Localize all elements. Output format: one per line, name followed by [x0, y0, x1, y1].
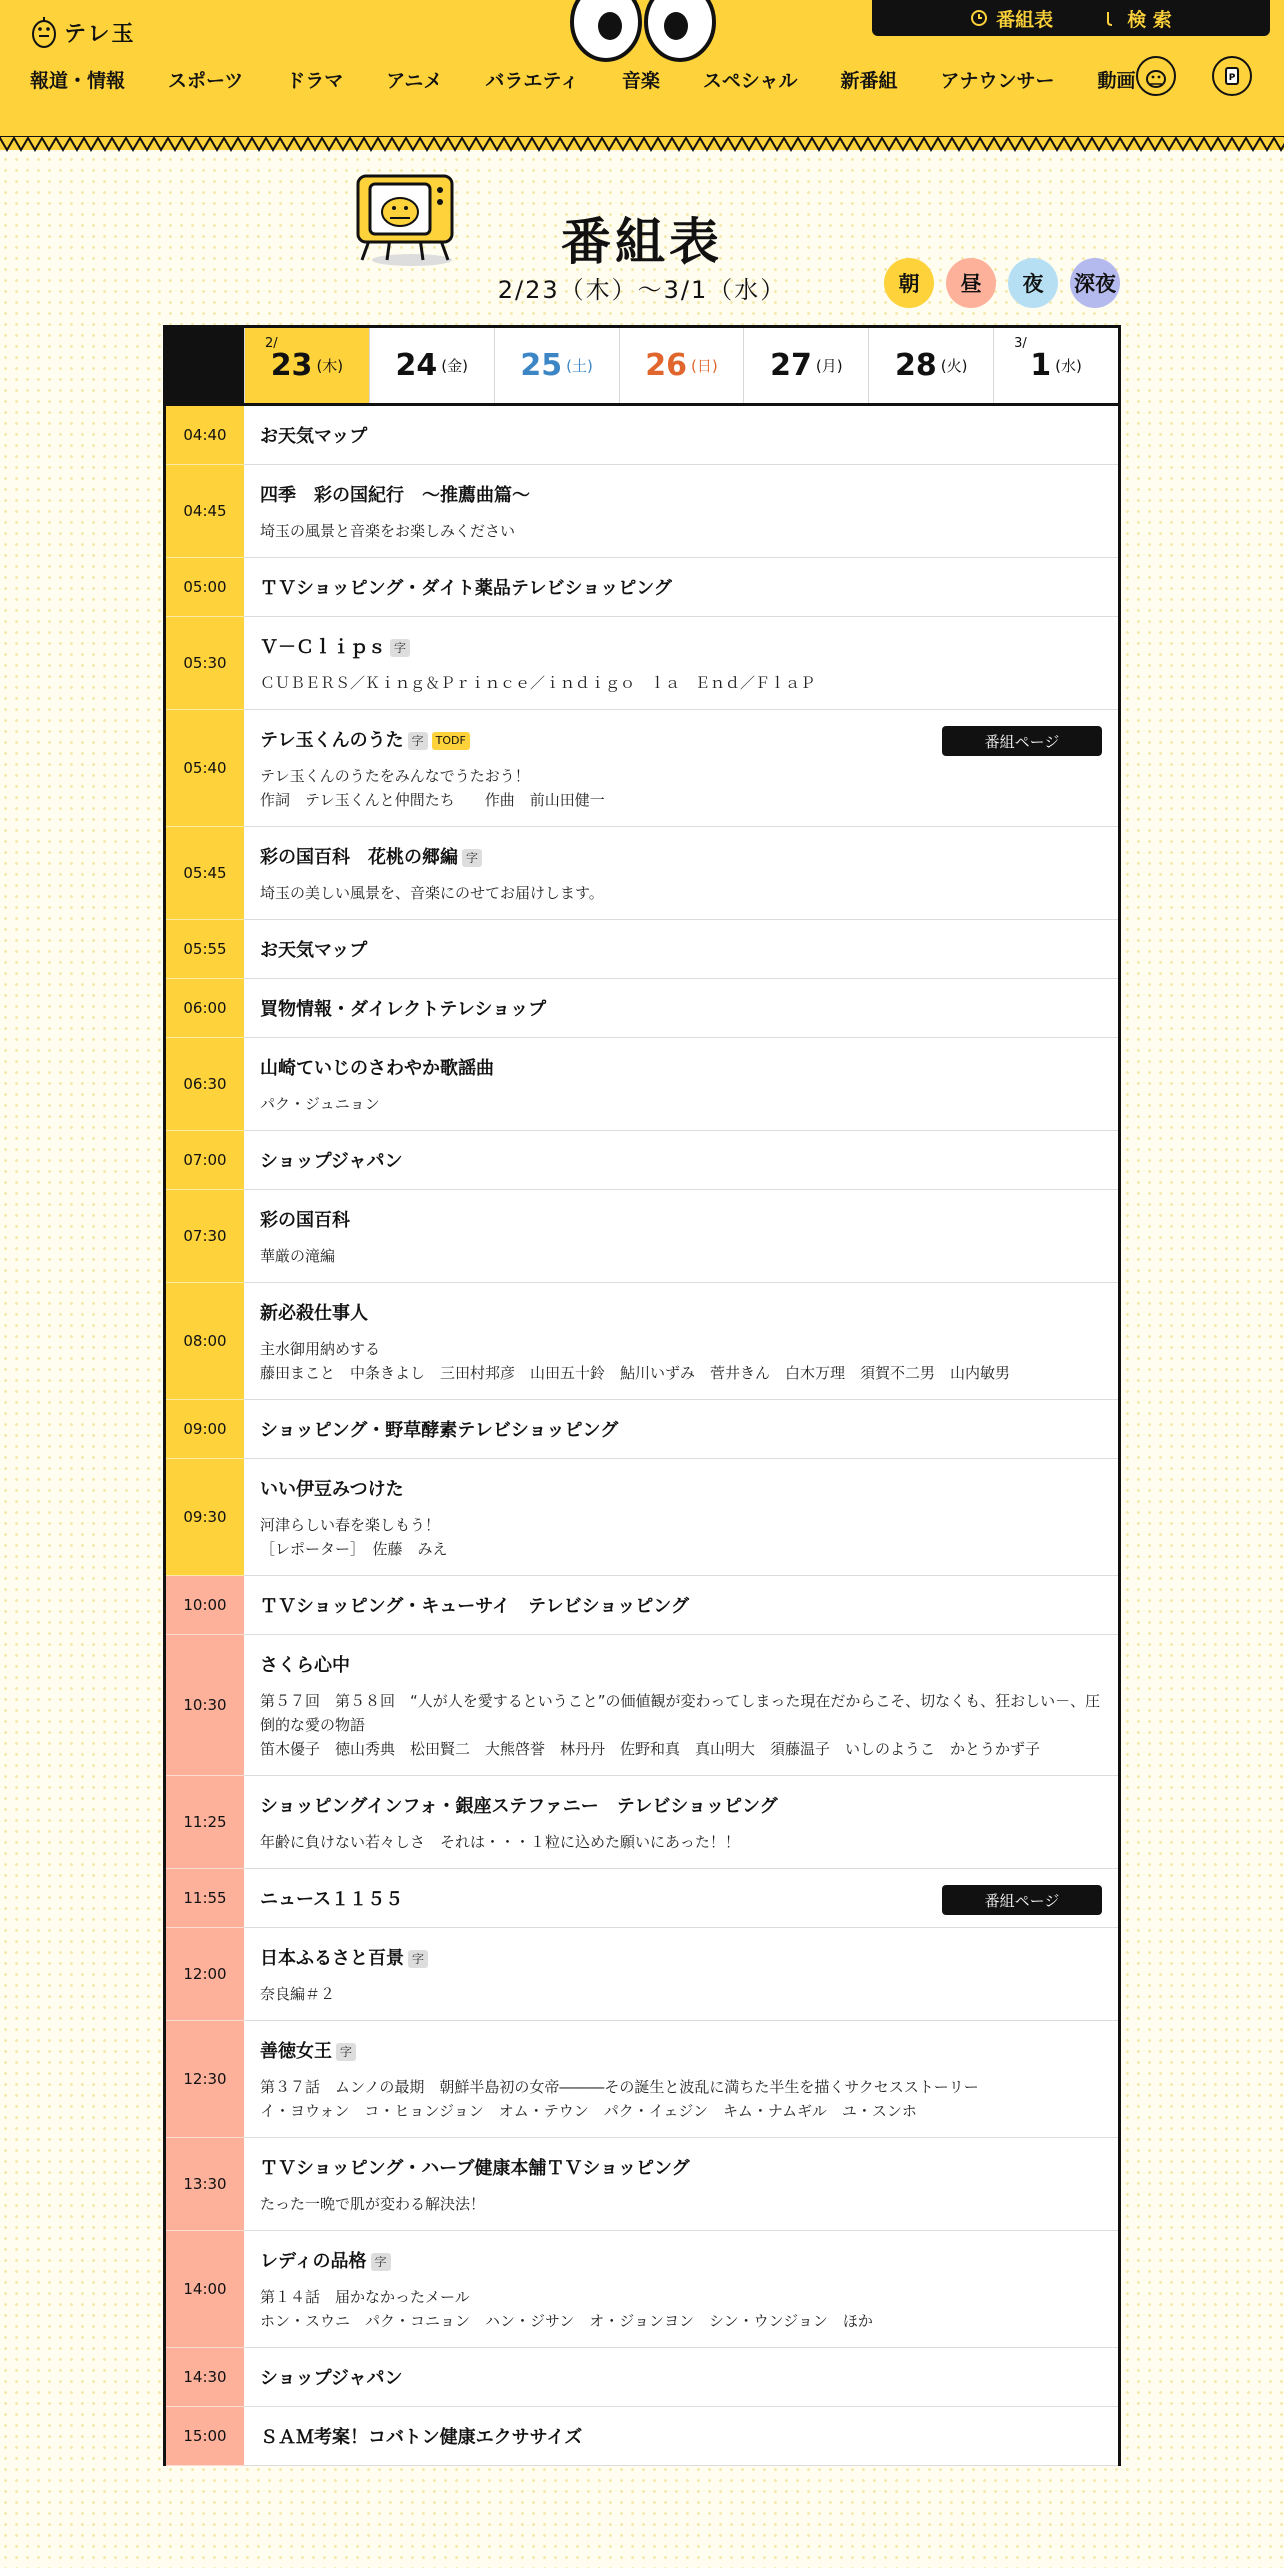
day-tab-27[interactable]	[743, 328, 868, 403]
teletama-point-link[interactable]	[1212, 56, 1252, 96]
program-row[interactable]	[166, 1190, 1118, 1283]
nav-anime[interactable]: アニメ	[386, 70, 443, 92]
program-description	[260, 1337, 1102, 1385]
program-title[interactable]: 日本ふるさと百景	[260, 1948, 404, 1969]
logo-text: テレ玉	[64, 21, 136, 47]
filter-morning-button[interactable]: 朝	[884, 258, 934, 308]
subtitle-badge: 字	[390, 639, 410, 657]
day-weekday: (木)	[316, 357, 344, 375]
nav-news[interactable]: 報道・情報	[30, 70, 126, 92]
program-title-line	[260, 1594, 1102, 1620]
program-page-button[interactable]: 番組ページ	[942, 726, 1102, 756]
mascot-face-icon	[1138, 58, 1174, 94]
program-info	[244, 465, 1118, 557]
program-row[interactable]	[166, 1038, 1118, 1131]
subtitle-badge: 字	[408, 1950, 428, 1968]
program-description	[260, 1982, 1102, 2006]
program-info	[244, 617, 1118, 709]
program-title[interactable]: お天気マップ	[260, 940, 368, 961]
site-header	[0, 0, 1284, 150]
program-row[interactable]	[166, 1459, 1118, 1576]
program-description	[260, 2285, 1102, 2333]
program-time: 05:00	[166, 558, 244, 617]
day-number: 23	[270, 348, 313, 383]
program-title[interactable]: 四季 彩の国紀行 ～推薦曲篇～	[260, 485, 530, 506]
subtitle-badge: 字	[408, 732, 428, 750]
program-title-line	[260, 1301, 1102, 1327]
title-area	[0, 150, 1284, 325]
program-row[interactable]	[166, 1928, 1118, 2021]
program-description	[260, 1092, 1102, 1116]
program-info	[244, 1869, 1118, 1927]
program-time: 12:30	[166, 2021, 244, 2138]
main-nav	[30, 66, 1179, 93]
day-number: 26	[645, 348, 688, 383]
program-time: 10:30	[166, 1635, 244, 1776]
program-row[interactable]	[166, 1635, 1118, 1776]
program-description-line: 第１４話 届かなかったメール	[260, 2288, 470, 2306]
program-time: 13:30	[166, 2138, 244, 2231]
point-card-icon	[1214, 58, 1250, 94]
program-title[interactable]: テレ玉くんのうた	[260, 730, 404, 751]
program-description-line: たった一晩で肌が変わる解決法！	[260, 2195, 486, 2213]
program-row[interactable]	[166, 1131, 1118, 1190]
program-title[interactable]: 善徳女王	[260, 2041, 332, 2062]
program-title-line	[260, 1477, 1102, 1503]
day-weekday: (金)	[441, 357, 469, 375]
program-title[interactable]: ショップジャパン	[260, 1151, 403, 1172]
program-description	[260, 1830, 1102, 1854]
program-description	[260, 2192, 1102, 2216]
program-title-line	[260, 938, 1102, 964]
program-info	[244, 1400, 1118, 1458]
program-title[interactable]: 彩の国百科	[260, 1210, 350, 1231]
filter-night-button[interactable]: 夜	[1008, 258, 1058, 308]
program-info	[244, 1635, 1118, 1775]
program-info	[244, 1459, 1118, 1575]
program-description-line: パク・ジュニョン	[260, 1095, 380, 1113]
program-description-line: 奈良編＃２	[260, 1985, 336, 2003]
program-description-line: 埼玉の美しい風景を、音楽にのせてお届けします。	[260, 884, 604, 902]
program-row[interactable]	[166, 558, 1118, 617]
day-tab-1[interactable]	[993, 328, 1118, 403]
top-utility-bar	[872, 0, 1270, 36]
nav-special[interactable]: スペシャル	[702, 70, 798, 92]
program-title[interactable]: ＴＶショッピング・キューサイ テレビショッピング	[260, 1596, 689, 1617]
program-description	[260, 764, 1102, 812]
program-title-line	[260, 483, 1102, 509]
program-info	[244, 1190, 1118, 1282]
program-title-line	[260, 424, 1102, 450]
program-time: 09:00	[166, 1400, 244, 1459]
program-time: 04:45	[166, 465, 244, 558]
program-description	[260, 2075, 1102, 2123]
program-time: 15:00	[166, 2407, 244, 2466]
program-info	[244, 1928, 1118, 2020]
program-time: 05:40	[166, 710, 244, 827]
program-description-line: 笛木優子 徳山秀典 松田賢二 大熊啓誉 林丹丹 佐野和真 真山明大 須藤温子 いしのようこ かとうかず子	[260, 1740, 1041, 1758]
day-number: 28	[894, 348, 937, 383]
program-time: 05:45	[166, 827, 244, 920]
program-info	[244, 920, 1118, 978]
program-row[interactable]	[166, 1776, 1118, 1869]
svg-text:P: P	[1228, 73, 1236, 83]
program-title[interactable]: 買物情報・ダイレクトテレショップ	[260, 999, 547, 1020]
program-title-line	[260, 2039, 1102, 2065]
program-description-line: 年齢に負けない若々しさ それは・・・１粒に込めた願いにあった！！	[260, 1833, 740, 1851]
program-info	[244, 1038, 1118, 1130]
program-title[interactable]: ショッピングインフォ・銀座ステファニー テレビショッピング	[260, 1796, 778, 1817]
program-time: 07:00	[166, 1131, 244, 1190]
day-weekday: (日)	[691, 357, 718, 375]
program-description-line: ＣＵＢＥＲＳ／Ｋｉｎｇ＆Ｐｒｉｎｃｅ／ｉｎｄｉｇｏ ｌａ Ｅｎｄ／ＦｌａＰ	[260, 674, 816, 692]
program-time: 06:00	[166, 979, 244, 1038]
program-row[interactable]	[166, 920, 1118, 979]
day-tabs-corner	[166, 328, 244, 403]
nav-icon-links	[1136, 56, 1252, 96]
program-title[interactable]: さくら心中	[260, 1655, 350, 1676]
program-info	[244, 827, 1118, 919]
program-row[interactable]	[166, 1283, 1118, 1400]
program-info	[244, 1131, 1118, 1189]
program-time: 14:00	[166, 2231, 244, 2348]
program-title[interactable]: 新必殺仕事人	[260, 1303, 368, 1324]
program-title-line	[260, 1056, 1102, 1082]
mascot-eyes-icon	[568, 0, 718, 62]
nav-drama[interactable]: ドラマ	[286, 70, 344, 92]
program-description	[260, 519, 1102, 543]
program-row[interactable]	[166, 979, 1118, 1038]
program-row[interactable]	[166, 2407, 1118, 2466]
program-time: 14:30	[166, 2348, 244, 2407]
nav-music[interactable]: 音楽	[621, 70, 660, 92]
program-row[interactable]	[166, 465, 1118, 558]
program-row[interactable]	[166, 1576, 1118, 1635]
program-time: 11:55	[166, 1869, 244, 1928]
program-title[interactable]: ニュース１１５５	[260, 1889, 404, 1910]
program-description	[260, 881, 1102, 905]
program-title-line	[260, 1208, 1102, 1234]
program-info	[244, 1776, 1118, 1868]
program-description-line: ［レポーター］ 佐藤 みえ	[260, 1540, 448, 1558]
program-info	[244, 406, 1118, 464]
day-tabs	[166, 328, 1118, 406]
day-number: 27	[770, 348, 812, 383]
program-info	[244, 2231, 1118, 2347]
nav-announcers[interactable]: アナウンサー	[940, 70, 1055, 92]
filter-late-night-button[interactable]: 深夜	[1070, 258, 1120, 308]
program-page-button[interactable]: 番組ページ	[942, 1885, 1102, 1915]
schedule-table	[163, 325, 1121, 2466]
teletama-kun-icon	[30, 14, 58, 50]
day-weekday: (月)	[815, 357, 843, 375]
program-row[interactable]	[166, 2348, 1118, 2407]
program-info	[244, 2021, 1118, 2137]
schedule-link[interactable]	[970, 5, 1053, 32]
program-title-line	[260, 1418, 1102, 1444]
nav-new-programs[interactable]: 新番組	[840, 70, 898, 92]
program-title[interactable]: ＳＡＭ考案！コバトン健康エクササイズ	[260, 2427, 583, 2448]
program-title-line	[260, 2425, 1102, 2451]
program-time: 07:30	[166, 1190, 244, 1283]
program-info	[244, 979, 1118, 1037]
time-of-day-filters	[884, 258, 1120, 308]
program-title[interactable]: ＴＶショッピング・ダイト薬品テレビショッピング	[260, 578, 672, 599]
nav-videos[interactable]: 動画	[1097, 70, 1136, 92]
subtitle-badge: 字	[371, 2253, 391, 2271]
program-description-line: 作詞 テレ玉くんと仲間たち 作曲 前山田健一	[260, 791, 605, 809]
program-title[interactable]: お天気マップ	[260, 426, 368, 447]
day-number: 24	[395, 348, 438, 383]
program-title[interactable]: 山崎ていじのさわやか歌謡曲	[260, 1058, 494, 1079]
day-number: 1	[1030, 348, 1052, 383]
program-title[interactable]: ショップジャパン	[260, 2368, 403, 2389]
program-row[interactable]	[166, 1400, 1118, 1459]
program-description	[260, 671, 1102, 695]
program-title-line	[260, 1946, 1102, 1972]
day-tab-26[interactable]	[619, 328, 744, 403]
program-description-line: イ・ヨウォン コ・ヒョンジョン オム・テウン パク・イェジン キム・ナムギル ユ・スンホ	[260, 2102, 917, 2120]
program-description	[260, 1689, 1102, 1761]
nav-sports[interactable]: スポーツ	[168, 70, 244, 92]
program-title-line	[260, 845, 1102, 871]
program-title-line	[260, 2156, 1102, 2182]
day-weekday: (水)	[1055, 357, 1082, 375]
program-time: 05:30	[166, 617, 244, 710]
program-time: 06:30	[166, 1038, 244, 1131]
program-title-line	[260, 1794, 1102, 1820]
program-title-line	[260, 635, 1102, 661]
program-row[interactable]	[166, 1869, 1118, 1928]
program-title[interactable]: ＴＶショッピング・ハーブ健康本舗ＴＶショッピング	[260, 2158, 690, 2179]
filter-noon-button[interactable]: 昼	[946, 258, 996, 308]
program-title[interactable]: 彩の国百科 花桃の郷編	[260, 847, 458, 868]
program-info	[244, 558, 1118, 616]
nav-variety[interactable]: バラエティ	[485, 70, 579, 92]
program-title-line	[260, 2249, 1102, 2275]
program-info	[244, 2348, 1118, 2406]
program-title-line	[260, 1653, 1102, 1679]
program-title-line	[260, 1149, 1102, 1175]
program-title-line	[260, 2366, 1102, 2392]
day-tab-28[interactable]	[868, 328, 993, 403]
program-row[interactable]	[166, 2231, 1118, 2348]
program-title[interactable]: レディの品格	[260, 2251, 367, 2272]
program-description	[260, 1513, 1102, 1561]
program-time: 09:30	[166, 1459, 244, 1576]
program-info	[244, 1283, 1118, 1399]
program-description-line: 埼玉の風景と音楽をお楽しみください	[260, 522, 516, 540]
program-title-line	[260, 576, 1102, 602]
page-title: 番組表	[561, 213, 723, 271]
program-row[interactable]	[166, 2138, 1118, 2231]
program-row[interactable]	[166, 617, 1118, 710]
program-time: 11:25	[166, 1776, 244, 1869]
day-month: 3/	[1014, 336, 1027, 351]
program-row[interactable]	[166, 710, 1118, 827]
program-info	[244, 2138, 1118, 2230]
teletama-kun-link[interactable]	[1136, 56, 1176, 96]
program-title[interactable]: いい伊豆みつけた	[260, 1479, 404, 1500]
site-logo[interactable]	[30, 14, 136, 50]
schedule-link-label: 番組表	[996, 8, 1054, 31]
program-time: 04:40	[166, 406, 244, 465]
day-tab-24[interactable]	[369, 328, 494, 403]
search-link[interactable]	[1105, 5, 1172, 32]
program-description-line: 河津らしい春を楽しもう！	[260, 1516, 441, 1534]
program-description-line: 第３７話 ムンノの最期 朝鮮半島初の女帝―――その誕生と波乱に満ちた半生を描くサクセスストーリー	[260, 2078, 979, 2096]
search-link-label: 検 索	[1127, 8, 1172, 31]
day-month: 2/	[265, 336, 278, 351]
program-title[interactable]: Ｖ－Ｃｌｉｐｓ	[260, 637, 386, 658]
program-time: 05:55	[166, 920, 244, 979]
search-icon	[1105, 9, 1119, 27]
day-weekday: (火)	[940, 357, 968, 375]
program-row[interactable]	[166, 827, 1118, 920]
program-title-line	[260, 997, 1102, 1023]
program-row[interactable]	[166, 406, 1118, 465]
day-tab-23[interactable]	[244, 328, 369, 403]
program-time: 08:00	[166, 1283, 244, 1400]
program-description-line: 主水御用納めする	[260, 1340, 381, 1358]
program-info	[244, 710, 1118, 826]
date-range: 2/23（木）〜3/1（水）	[497, 276, 787, 304]
program-time: 10:00	[166, 1576, 244, 1635]
clock-icon	[970, 9, 988, 27]
subtitle-badge: 字	[462, 849, 482, 867]
program-description	[260, 1244, 1102, 1268]
day-tab-25[interactable]	[494, 328, 619, 403]
program-row[interactable]	[166, 2021, 1118, 2138]
program-description-line: 第５７回 第５８回 “人が人を愛するということ”の価値観が変わってしまった現在だからこそ、切なくも、狂おしい－、圧倒的な愛の物語	[260, 1692, 1101, 1734]
program-info	[244, 1576, 1118, 1634]
subtitle-badge: 字	[336, 2043, 356, 2061]
program-description-line: テレ玉くんのうたをみんなでうたおう！	[260, 767, 530, 785]
program-description-line: ホン・スウニ パク・コニョン ハン・ジサン オ・ジョンヨン シン・ウンジョン ほか	[260, 2312, 873, 2330]
program-list	[166, 406, 1118, 2466]
program-description-line: 華厳の滝編	[260, 1247, 336, 1265]
day-weekday: (土)	[566, 357, 593, 375]
program-title[interactable]: ショッピング・野草酵素テレビショッピング	[260, 1420, 619, 1441]
todf-badge: TODF	[432, 732, 470, 750]
program-description-line: 藤田まこと 中条きよし 三田村邦彦 山田五十鈴 鮎川いずみ 菅井きん 白木万理 須賀不二男 山内敏男	[260, 1364, 1011, 1382]
day-number: 25	[520, 348, 563, 383]
program-time: 12:00	[166, 1928, 244, 2021]
program-info	[244, 2407, 1118, 2465]
